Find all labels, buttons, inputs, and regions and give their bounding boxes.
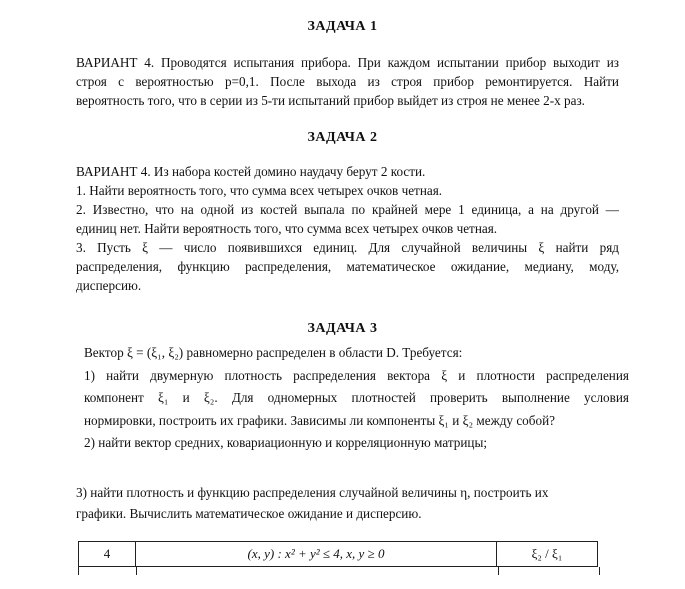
task2-text xyxy=(76,162,619,295)
domain-cell: (x, y) : x² + y² ≤ 4, x, y ≥ 0 xyxy=(136,542,497,567)
task3-text-part3 xyxy=(76,482,596,524)
task2-line-6: распределения, функцию распределения, математическое ожидание, медиану, моду, xyxy=(76,259,619,274)
task1-text xyxy=(76,53,619,110)
task2-line-7: дисперсию. xyxy=(76,278,142,293)
task3-line-7: графики. Вычислить математическое ожидание и дисперсию. xyxy=(76,506,422,521)
task2-line-2: 1. Найти вероятность того, что сумма всех четырех очков четная. xyxy=(76,183,443,198)
task1-line-3: вероятность того, что в серии из 5-ти испытаний прибор выйдет из строя не менее 2-х раз. xyxy=(76,93,585,108)
task3-line-6: 3) найти плотность и функцию распределения случайной величины η, построить их xyxy=(76,485,549,500)
task3-line-3: компонент ξ₁ и ξ₂. Для одномерных плотностей проверить выполнение условия xyxy=(84,390,629,405)
task3-text xyxy=(84,342,629,455)
task1-line-2: строя с вероятностью p=0,1. После выхода из строя прибор ремонтируется. Найти xyxy=(76,74,619,89)
task3-line-5: 2) найти вектор средних, ковариационную и корреляционную матрицы; xyxy=(84,435,487,450)
task1-line-1: ВАРИАНТ 4. Проводятся испытания прибора. При каждом испытании прибор выходит из xyxy=(76,55,619,70)
task2-line-4: единиц нет. Найти вероятность того, что сумма всех четырех очков четная. xyxy=(76,221,498,236)
variant-cell: 4 xyxy=(79,542,136,567)
task1-heading: ЗАДАЧА 1 xyxy=(307,19,378,34)
task3-line-2: 1) найти двумерную плотность распределения вектора ξ и плотности распределения xyxy=(84,367,629,383)
task2-line-5: 3. Пусть ξ — число появившихся единиц. Для случайной величины ξ найти ряд xyxy=(76,240,619,255)
task3-line-4: нормировки, построить их графики. Зависимы ли компоненты ξ₁ и ξ₂ между собой? xyxy=(84,412,555,428)
variant-table xyxy=(78,541,598,567)
table-divider xyxy=(498,567,499,575)
task3-heading: ЗАДАЧА 3 xyxy=(307,321,378,336)
task3-line-1: Вектор ξ = (ξ₁, ξ₂) равномерно распределен в области D. Требуется: xyxy=(84,345,463,360)
table-row xyxy=(79,542,598,567)
eta-cell: ξ₂ / ξ₁ xyxy=(497,542,598,567)
table-cutoff-row xyxy=(78,567,600,575)
task2-line-1: ВАРИАНТ 4. Из набора костей домино наудачу берут 2 кости. xyxy=(76,164,426,179)
task2-line-3: 2. Известно, что на одной из костей выпала по крайней мере 1 единица, а на другой — xyxy=(76,202,619,217)
task2-heading: ЗАДАЧА 2 xyxy=(307,130,378,145)
table-divider xyxy=(136,567,137,575)
